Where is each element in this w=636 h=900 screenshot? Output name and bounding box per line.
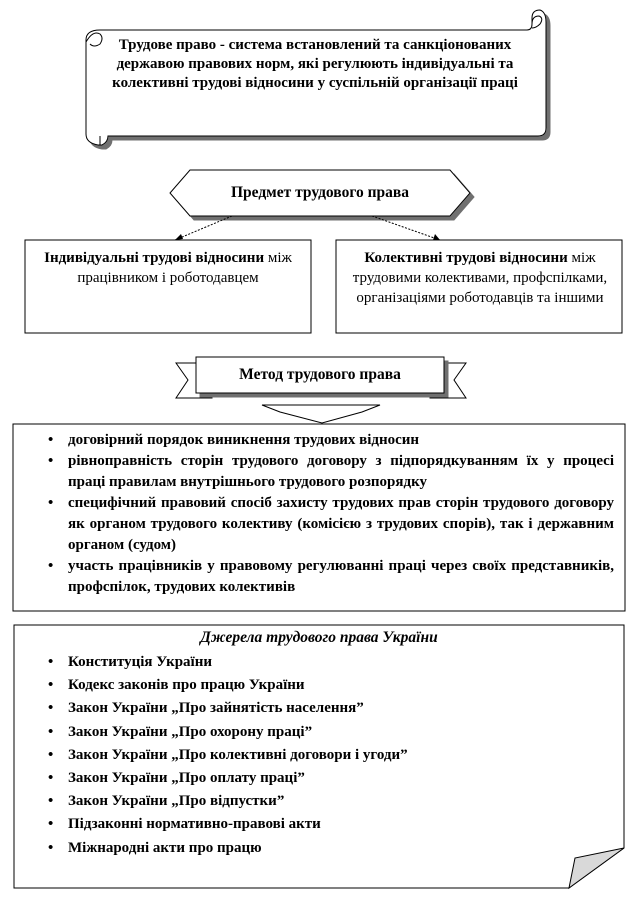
source-item: • Закон України „Про зайнятість населення” — [42, 697, 582, 720]
individual-relations-text — [36, 248, 300, 288]
individual-relations-term: Індивідуальні трудові відносини — [44, 250, 265, 266]
subject-title: Предмет трудового права — [230, 184, 410, 201]
collective-relations-description: між трудовими колективами, профспілками, організаціями роботодавців та іншими — [352, 250, 608, 306]
method-item: • договірний порядок виникнення трудових відносин — [42, 430, 614, 451]
definition-term: Трудове право — [118, 37, 217, 53]
method-item: • рівноправність сторін трудового договору з підпорядкуванням їх у процесі праці правилам внутрішнього трудового розпорядку — [42, 451, 614, 493]
method-arrow — [262, 405, 380, 423]
source-item: • Закон України „Про колективні договори і угоди” — [42, 744, 582, 767]
collective-relations-text — [343, 248, 617, 308]
source-item: • Міжнародні акти про працю — [42, 837, 582, 860]
definition-description: - система встановлений та санкціонованих державою правових норм, які регулюють індивідуальні та колективні трудові відносини у суспільній організації праці — [112, 37, 518, 91]
sources-title: Джерела трудового права України — [200, 629, 438, 646]
source-item: • Закон України „Про оплату праці” — [42, 767, 582, 790]
sources-list — [42, 651, 582, 860]
source-item: • Кодекс законів про працю України — [42, 674, 582, 697]
source-item: • Закон України „Про відпустки” — [42, 790, 582, 813]
method-item: • специфічний правовий спосіб захисту трудових прав сторін трудового договору як органом трудового колективу (комісією з трудових спорів), так і державним органом (судом) — [42, 493, 614, 556]
source-item: • Закон України „Про охорону праці” — [42, 721, 582, 744]
source-item: • Підзаконні нормативно-правові акти — [42, 813, 582, 836]
collective-relations-term: Колективні трудові відносини — [364, 250, 568, 266]
method-title: Метод трудового права — [239, 366, 401, 383]
source-item: • Конституція України — [42, 651, 582, 674]
individual-relations-description: між працівником і роботодавцем — [77, 250, 292, 286]
method-item: • участь працівників у правовому регулюванні праці через своїх представників, профспілок, трудових колективів — [42, 556, 614, 598]
method-list — [42, 430, 614, 598]
definition-text — [110, 36, 520, 93]
